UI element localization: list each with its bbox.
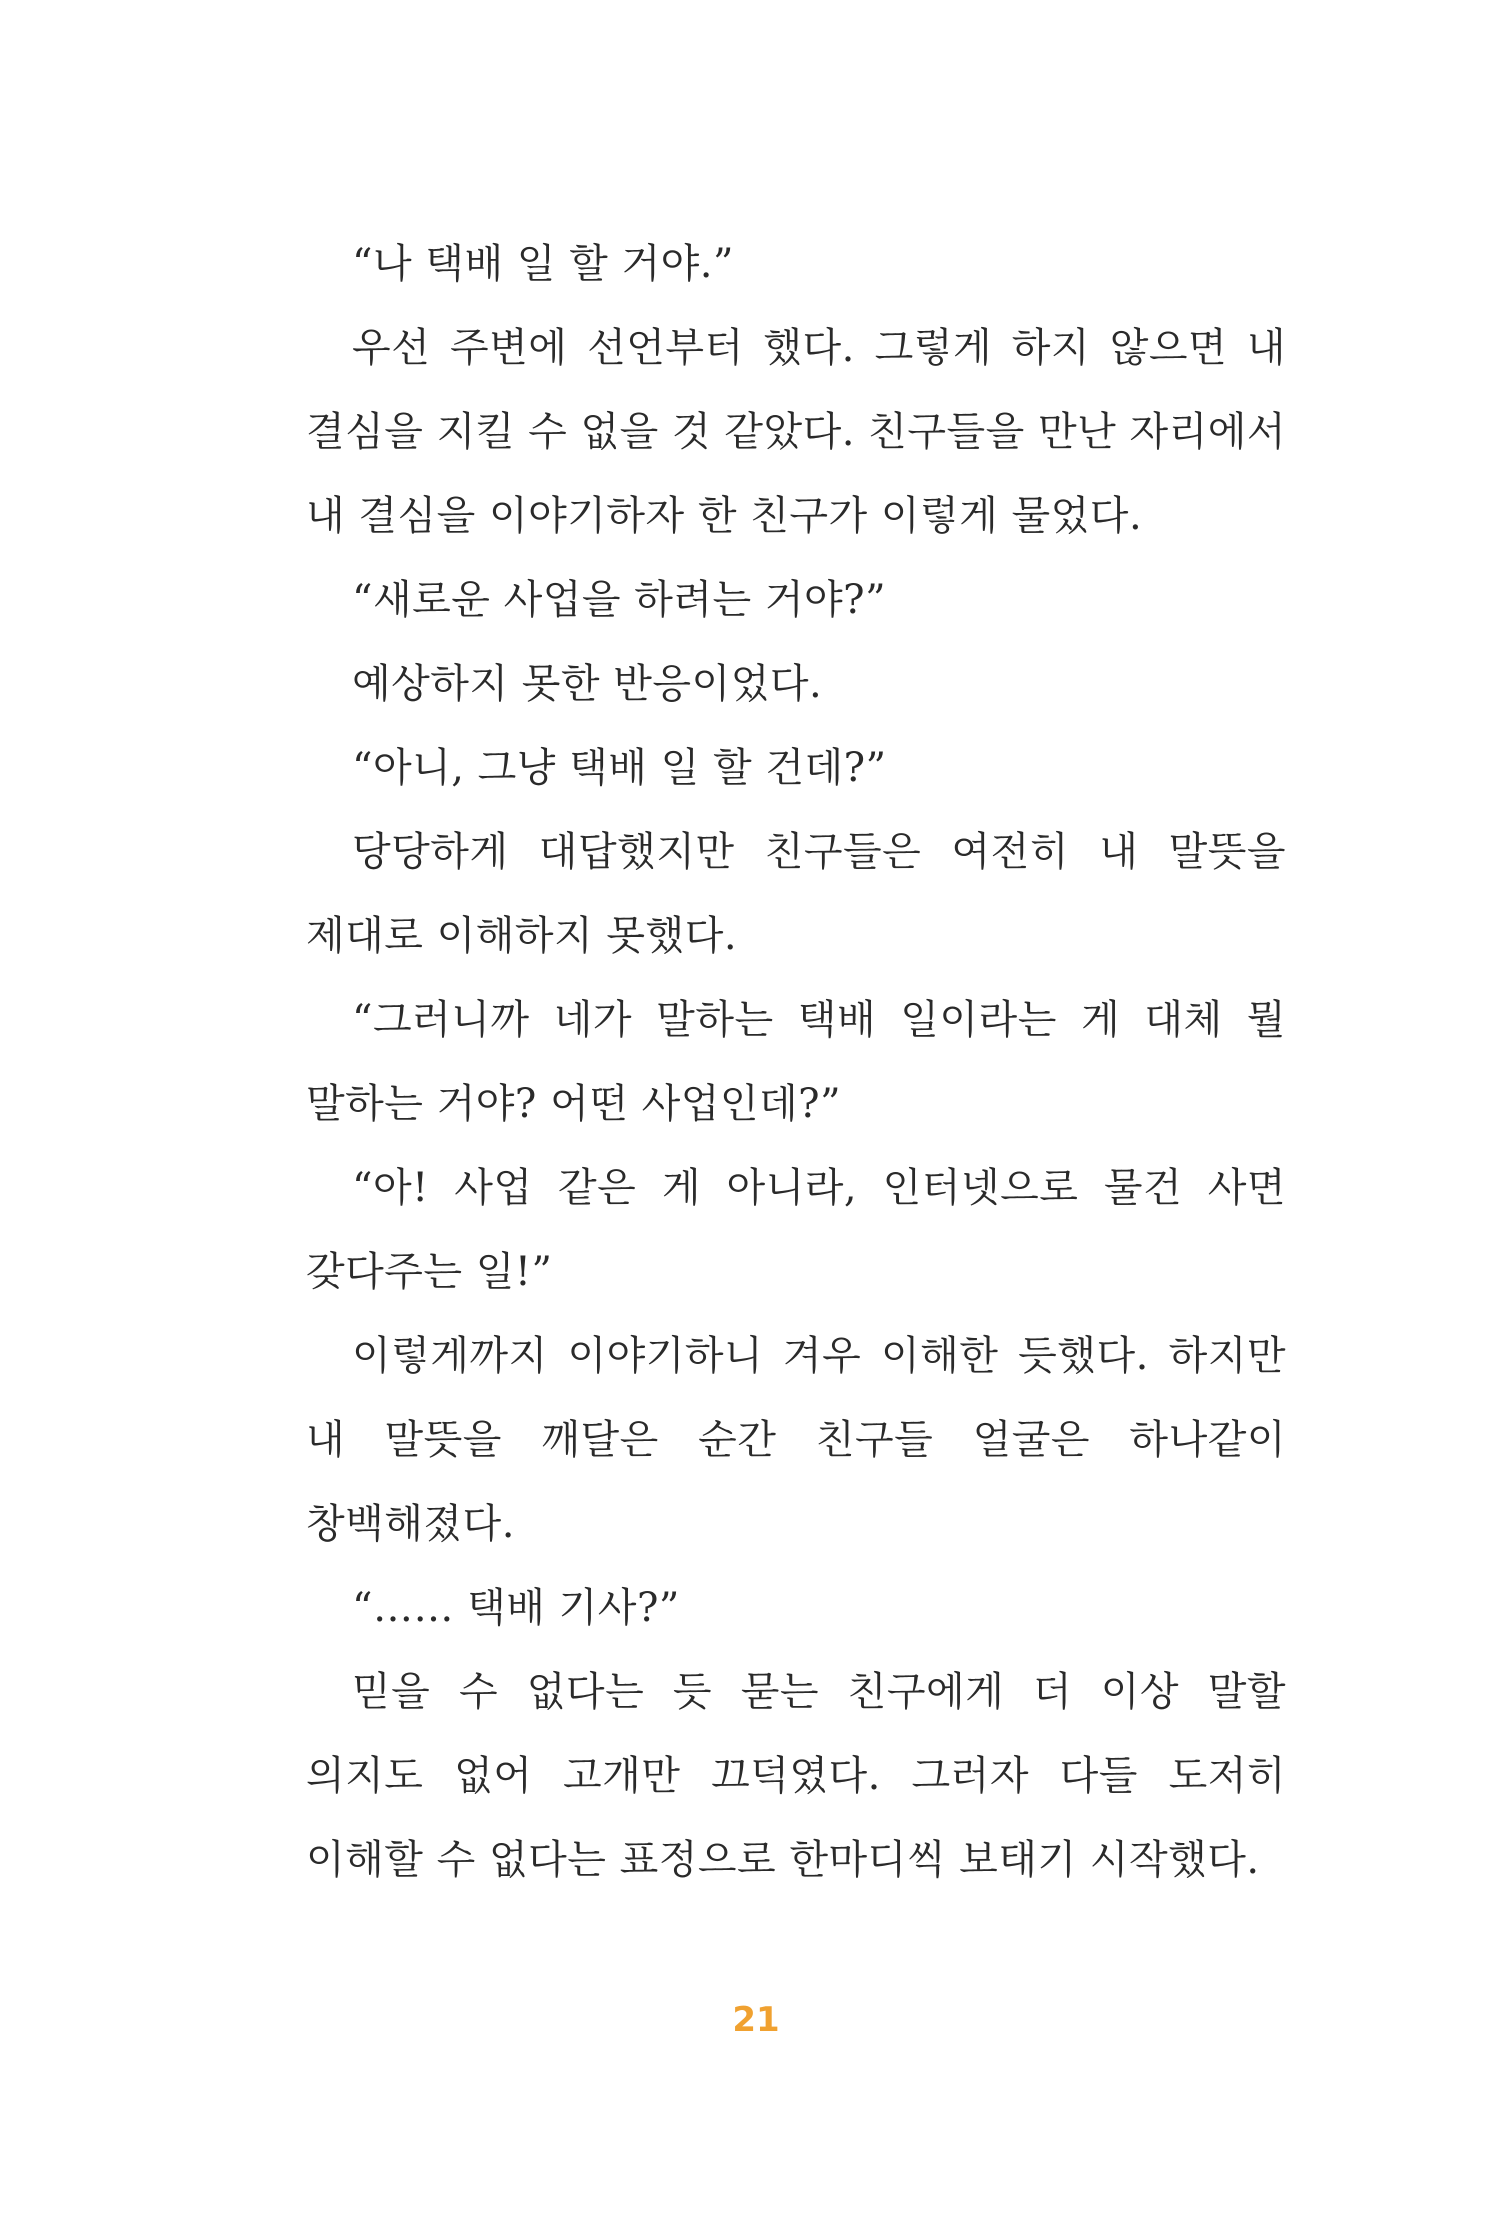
paragraph-dialogue: “아니, 그냥 택배 일 할 건데?” — [352, 745, 887, 791]
page-number: 21 — [732, 2000, 780, 2040]
paragraph-dialogue: “아! 사업 같은 게 아니라, 인터넷으로 물건 사면 갖다주는 일!” — [306, 1165, 1286, 1295]
paragraph-dialogue: “나 택배 일 할 거야.” — [352, 241, 734, 287]
paragraph-dialogue: “새로운 사업을 하려는 거야?” — [352, 577, 887, 623]
paragraph-dialogue: “그러니까 네가 말하는 택배 일이라는 게 대체 뭘 말하는 거야? 어떤 사업인데?” — [306, 997, 1286, 1127]
paragraph-narration: 예상하지 못한 반응이었다. — [352, 661, 823, 707]
paragraph-narration: 이렇게까지 이야기하니 겨우 이해한 듯했다. 하지만 내 말뜻을 깨달은 순간 친구들 얼굴은 하나같이 창백해졌다. — [306, 1333, 1286, 1547]
paragraph-dialogue: “…… 택배 기사?” — [352, 1585, 680, 1631]
paragraph-narration: 당당하게 대답했지만 친구들은 여전히 내 말뜻을 제대로 이해하지 못했다. — [306, 829, 1286, 959]
paragraph-narration: 우선 주변에 선언부터 했다. 그렇게 하지 않으면 내 결심을 지킬 수 없을 것 같았다. 친구들을 만난 자리에서 내 결심을 이야기하자 한 친구가 이렇게 물었다. — [306, 325, 1287, 539]
body-text — [306, 222, 1286, 1902]
paragraph-narration: 믿을 수 없다는 듯 묻는 친구에게 더 이상 말할 의지도 없어 고개만 끄덕였다. 그러자 다들 도저히 이해할 수 없다는 표정으로 한마디씩 보태기 시작했다. — [306, 1669, 1286, 1883]
